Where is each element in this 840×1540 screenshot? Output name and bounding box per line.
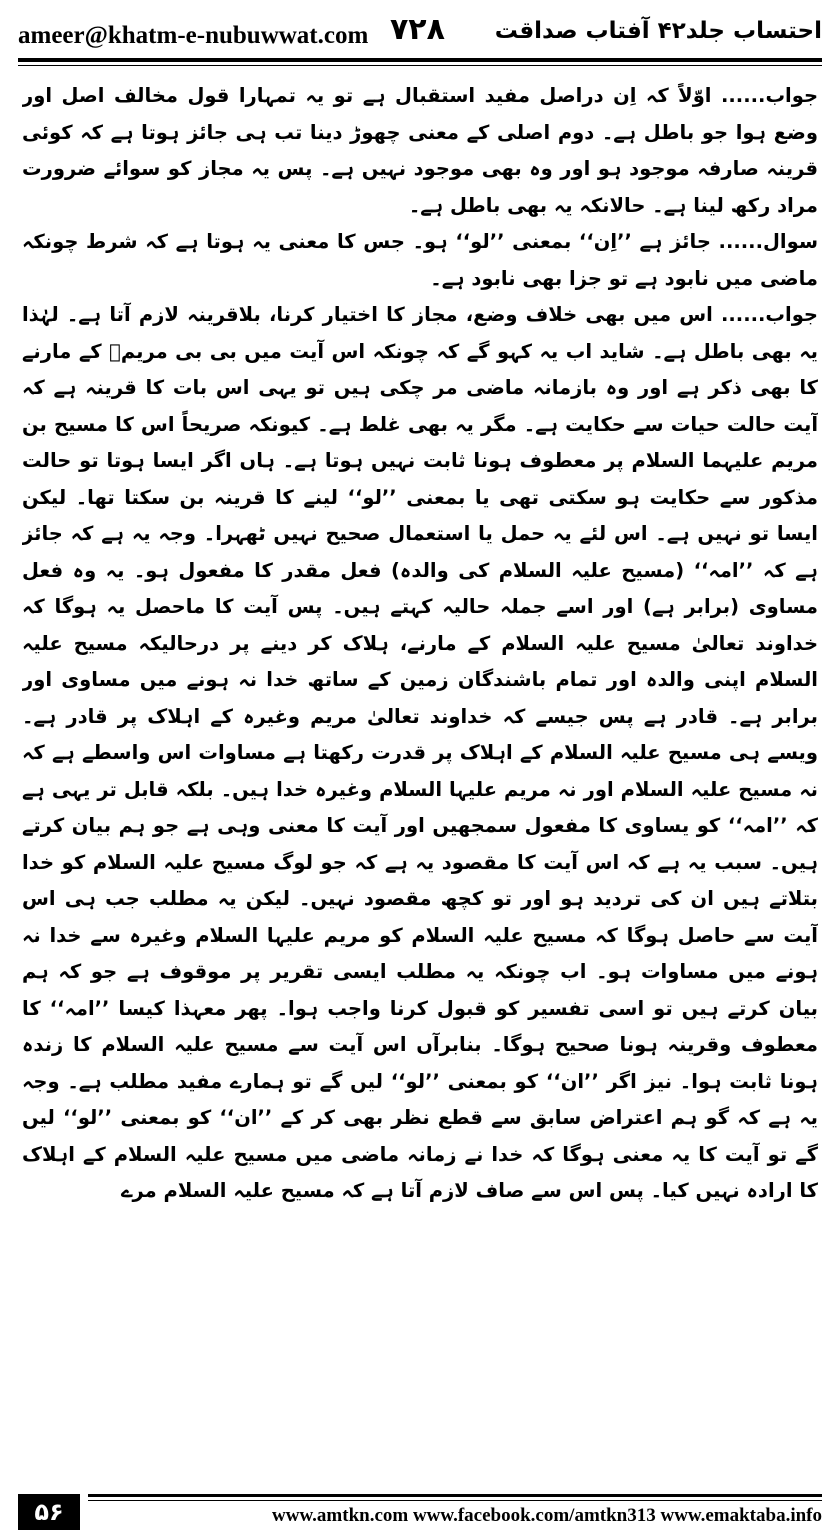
- footer-page-number: ۵۶: [18, 1494, 80, 1530]
- footer-rule-thick: [88, 1494, 822, 1497]
- header-email: ameer@khatm-e-nubuwwat.com: [18, 22, 369, 49]
- page-footer: [18, 1492, 822, 1532]
- paragraph-answer-2: جواب...... اس میں بھی خلاف وضع، مجاز کا اختیار کرنا، بلاقرینہ لازم آتا ہے۔ لہٰذا یہ بھی باطل ہے۔ شاید اب یہ کہو گے کہ چونکہ اس آیت میں بی بی مریمؑ کے مارنے کا بھی ذکر ہے اور وہ بازمانہ ماضی مر چکی ہیں تو یہی اس بات کا قرینہ ہے کہ آیت حالت حیات سے حکایت ہے۔ مگر یہ بھی غلط ہے۔ کیونکہ صریحاً اس کا مسیح بن مریم علیہما السلام پر معطوف ہونا ثابت نہیں ہوتا ہے۔ ہاں اگر ایسا ہوتا تو حالت مذکور سے حکایت ہو سکتی تھی یا بمعنی ’’لو‘‘ لینے کا قرینہ بن سکتا تھا۔ لیکن ایسا تو نہیں ہے۔ اس لئے یہ حمل یا استعمال صحیح نہیں ٹھہرا۔ وجہ یہ ہے کہ جائز ہے کہ ’’امہ‘‘ (مسیح علیہ السلام کی والدہ) فعل مقدر کا مفعول ہو۔ یہ وہ فعل مساوی (برابر ہے) اور اسے جملہ حالیہ کہتے ہیں۔ پس آیت کا ماحصل یہ ہوگا کہ خداوند تعالیٰ مسیح علیہ السلام کے مارنے، ہلاک کر دینے پر درحالیکہ مسیح علیہ السلام اپنی والدہ اور تمام باشندگان زمین کے ساتھ خدا نہ ہونے میں مساوی اور برابر ہے۔ قادر ہے پس جیسے کہ خداوند تعالیٰ مریم وغیرہ کے اہلاک پر قادر ہے۔ ویسے ہی مسیح علیہ السلام کے اہلاک پر قدرت رکھتا ہے مساوات اس واسطے ہے کہ نہ مسیح علیہ السلام اور نہ مریم علیہا السلام وغیرہ خدا ہیں۔ بلکہ قابل تر یہی ہے کہ ’’امہ‘‘ کو یساوی کا مفعول سمجھیں اور آیت کا معنی وہی ہے جو ہم بیان کرتے ہیں۔ سبب یہ ہے کہ اس آیت کا مقصود یہ ہے کہ جو لوگ مسیح علیہ السلام کو خدا بتلاتے ہیں ان کی تردید ہو اور تو کچھ مقصود نہیں۔ لیکن یہ مطلب جب ہی اس آیت سے حاصل ہوگا کہ مسیح علیہ السلام کو مریم علیہا السلام وغیرہ سے خدا نہ ہونے میں مساوات ہو۔ اب چونکہ یہ مطلب ایسی تقریر پر موقوف ہے جو کہ ہم بیان کرتے ہیں تو اسی تفسیر کو قبول کرنا واجب ہوا۔ پھر معہذا کیسا ’’امہ‘‘ کا معطوف وقرینہ ہونا صحیح ہوگا۔ بنابرآں اس آیت سے مسیح علیہ السلام کا زندہ ہونا ثابت ہوا۔ نیز اگر ’’ان‘‘ کو بمعنی ’’لو‘‘ لیں گے تو ہمارے مفید مطلب ہے۔ وجہ یہ ہے کہ گو ہم اعتراض سابق سے قطع نظر بھی کر کے ’’ان‘‘ کو بمعنی ’’لو‘‘ لیں گے تو آیت کا یہ معنی ہوگا کہ خدا نے زمانہ ماضی میں مسیح علیہ السلام کے اہلاک کا ارادہ نہیں کیا۔ پس اس سے صاف لازم آتا ہے کہ مسیح علیہ السلام مرے: [22, 303, 818, 1202]
- header-rule-thick: [18, 58, 822, 62]
- footer-urls: www.amtkn.com www.facebook.com/amtkn313 www.emaktaba.info: [272, 1505, 822, 1526]
- header-title: احتساب جلد۴۲ آفتاب صداقت: [494, 18, 822, 44]
- header-page-number: ۷۲۸: [390, 12, 445, 47]
- paragraph-answer-1: جواب...... اوّلاً کہ اِن دراصل مفید استقبال ہے تو یہ تمہارا قول مخالف اصل اور وضع ہوا جو باطل ہے۔ دوم اصلی کے معنی چھوڑ دینا تب ہی جائز ہوتا ہے کہ کوئی قرینہ صارفہ موجود ہو اور وہ بھی موجود نہیں ہے۔ پس یہ مجاز کو سوائے ضرورت مراد رکھ لینا ہے۔ حالانکہ یہ بھی باطل ہے۔: [22, 84, 818, 217]
- header-rule-thin: [18, 65, 822, 66]
- paragraph-question: سوال...... جائز ہے ’’اِن‘‘ بمعنی ’’لو‘‘ ہو۔ جس کا معنی یہ ہوتا ہے کہ شرط چونکہ ماضی میں نابود ہے تو جزا بھی نابود ہے۔: [22, 230, 818, 290]
- footer-rule-thin: [88, 1500, 822, 1501]
- page-header: [18, 10, 822, 56]
- body-text: [22, 78, 818, 1478]
